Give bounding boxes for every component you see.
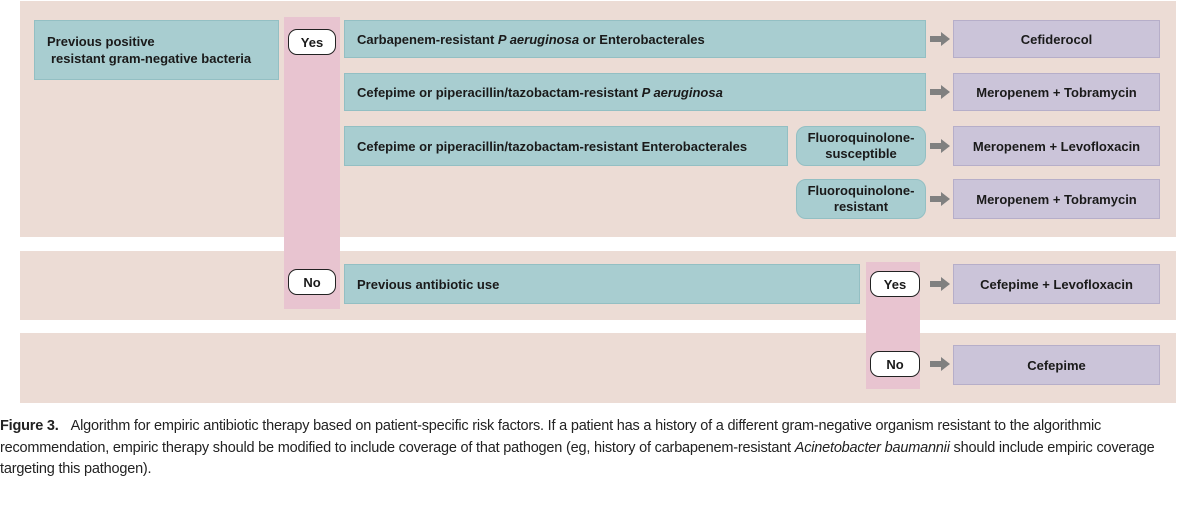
risk-factor-line2: resistant gram-negative bacteria xyxy=(51,51,252,66)
risk-factor-line1: Previous positive xyxy=(47,34,155,49)
condition-cefepime-enterobacterales: Cefepime or piperacillin/tazobactam-resistant Enterobacterales xyxy=(344,126,788,166)
decision-column-1 xyxy=(284,17,340,309)
no-pill-antibiotic: No xyxy=(870,351,920,377)
condition-fq-susceptible: Fluoroquinolone- susceptible xyxy=(796,126,926,166)
no-pill: No xyxy=(288,269,336,295)
outcome-cefiderocol: Cefiderocol xyxy=(953,20,1160,58)
outcome-meropenem-tobramycin-2: Meropenem + Tobramycin xyxy=(953,179,1160,219)
risk-factor-box xyxy=(34,20,279,80)
arrow-right-icon xyxy=(930,139,950,153)
condition-previous-antibiotic-use: Previous antibiotic use xyxy=(344,264,860,304)
figure-caption xyxy=(0,416,1200,481)
condition-cefepime-pa: Cefepime or piperacillin/tazobactam-resistant P aeruginosa xyxy=(344,73,926,111)
caption-text: Algorithm for empiric antibiotic therapy based on patient-specific risk factors. If a patient has a history of a different gram-negative organism resistant to the algorithmic recommendation, empiric therapy should be modified to include coverage of that pathogen (eg, history of carbapenem-resistant xyxy=(0,418,1102,456)
condition-carbapenem-resistant: Carbapenem-resistant P aeruginosa or Enterobacterales xyxy=(344,20,926,58)
outcome-meropenem-levofloxacin: Meropenem + Levofloxacin xyxy=(953,126,1160,166)
outcome-meropenem-tobramycin: Meropenem + Tobramycin xyxy=(953,73,1160,111)
yes-pill: Yes xyxy=(288,29,336,55)
condition-fq-resistant: Fluoroquinolone- resistant xyxy=(796,179,926,219)
figure-label: Figure 3. xyxy=(0,418,59,434)
yes-pill-antibiotic: Yes xyxy=(870,271,920,297)
arrow-right-icon xyxy=(930,192,950,206)
outcome-cefepime-levofloxacin: Cefepime + Levofloxacin xyxy=(953,264,1160,304)
outcome-cefepime: Cefepime xyxy=(953,345,1160,385)
caption-text-end: should include empiric coverage targeting this pathogen). xyxy=(0,439,1155,477)
arrow-right-icon xyxy=(930,85,950,99)
arrow-right-icon xyxy=(930,277,950,291)
caption-italic: Acinetobacter baumannii xyxy=(794,439,950,456)
arrow-right-icon xyxy=(930,357,950,371)
arrow-right-icon xyxy=(930,32,950,46)
